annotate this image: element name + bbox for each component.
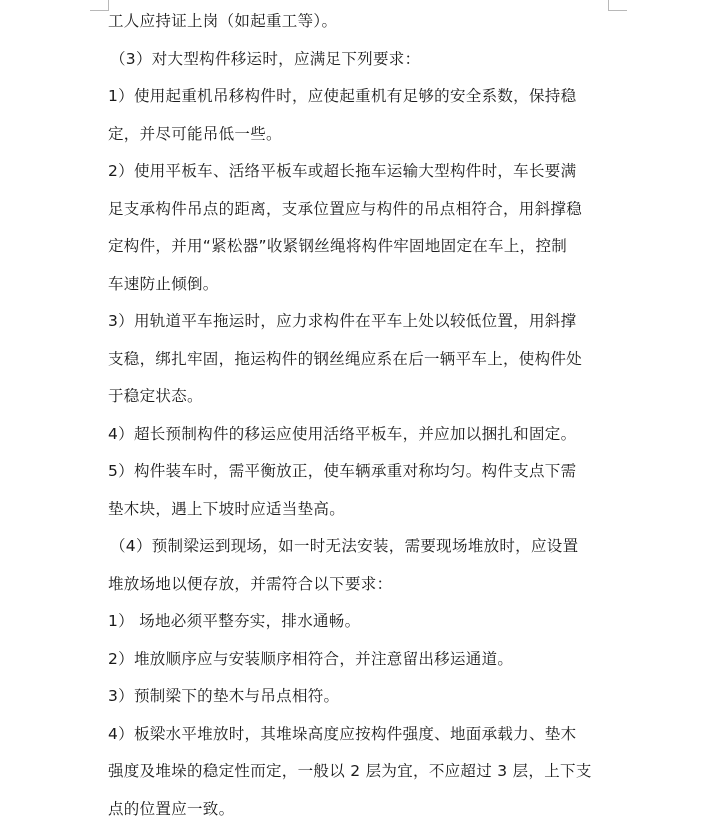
text-line: （3）对大型构件移运时，应满足下列要求： [110,49,421,68]
text-line: 工人应持证上岗（如起重工等）。 [108,12,338,30]
text-line: （4）预制梁运到现场，如一时无法安装，需要现场堆放时，应设置 [110,537,579,555]
text-line: 3）用轨道平车拖运时，应力求构件在平车上处以较低位置，用斜撑 [108,312,577,330]
text-line: 2）使用平板车、活络平板车或超长拖车运输大型构件时，车长要满 [108,162,577,180]
text-line: 强度及堆垛的稳定性而定，一般以 2 层为宜，不应超过 3 层，上下支 [108,762,592,780]
text-line: 堆放场地以便存放，并需符合以下要求： [108,574,393,593]
text-line: 5）构件装车时，需平衡放正，使车辆承重对称均匀。构件支点下需 [108,462,577,480]
text-line: 垫木块，遇上下坡时应适当垫高。 [108,499,346,518]
text-line: 4）板梁水平堆放时，其堆垛高度应按构件强度、地面承载力、垫木 [108,724,577,743]
text-line: 于稳定状态。 [108,387,203,405]
text-line: 4）超长预制构件的移运应使用活络平板车，并应加以捆扎和固定。 [108,424,577,443]
text-line: 1）使用起重机吊移构件时，应使起重机有足够的安全系数，保持稳 [108,87,577,105]
text-line: 定构件，并用“紧松器”收紧钢丝绳将构件牢固地固定在车上，控制 [108,237,568,255]
margin-corner-mark-left [90,0,109,11]
text-line: 支稳，绑扎牢固，拖运构件的钢丝绳应系在后一辆平车上，使构件处 [108,349,583,368]
text-line: 3）预制梁下的垫木与吊点相符。 [108,687,340,705]
margin-corner-mark-right [608,0,627,11]
text-line: 2）堆放顺序应与安装顺序相符合，并注意留出移运通道。 [108,649,514,668]
text-line: 1） 场地必须平整夯实，排水通畅。 [108,612,361,630]
text-line: 点的位置应一致。 [108,799,235,818]
text-line: 足支承构件吊点的距离，支承位置应与构件的吊点相符合，用斜撑稳 [108,199,583,218]
document-body[interactable] [108,3,608,828]
text-line: 定，并尽可能吊低一些。 [108,124,282,143]
text-line: 车速防止倾倒。 [108,274,219,293]
